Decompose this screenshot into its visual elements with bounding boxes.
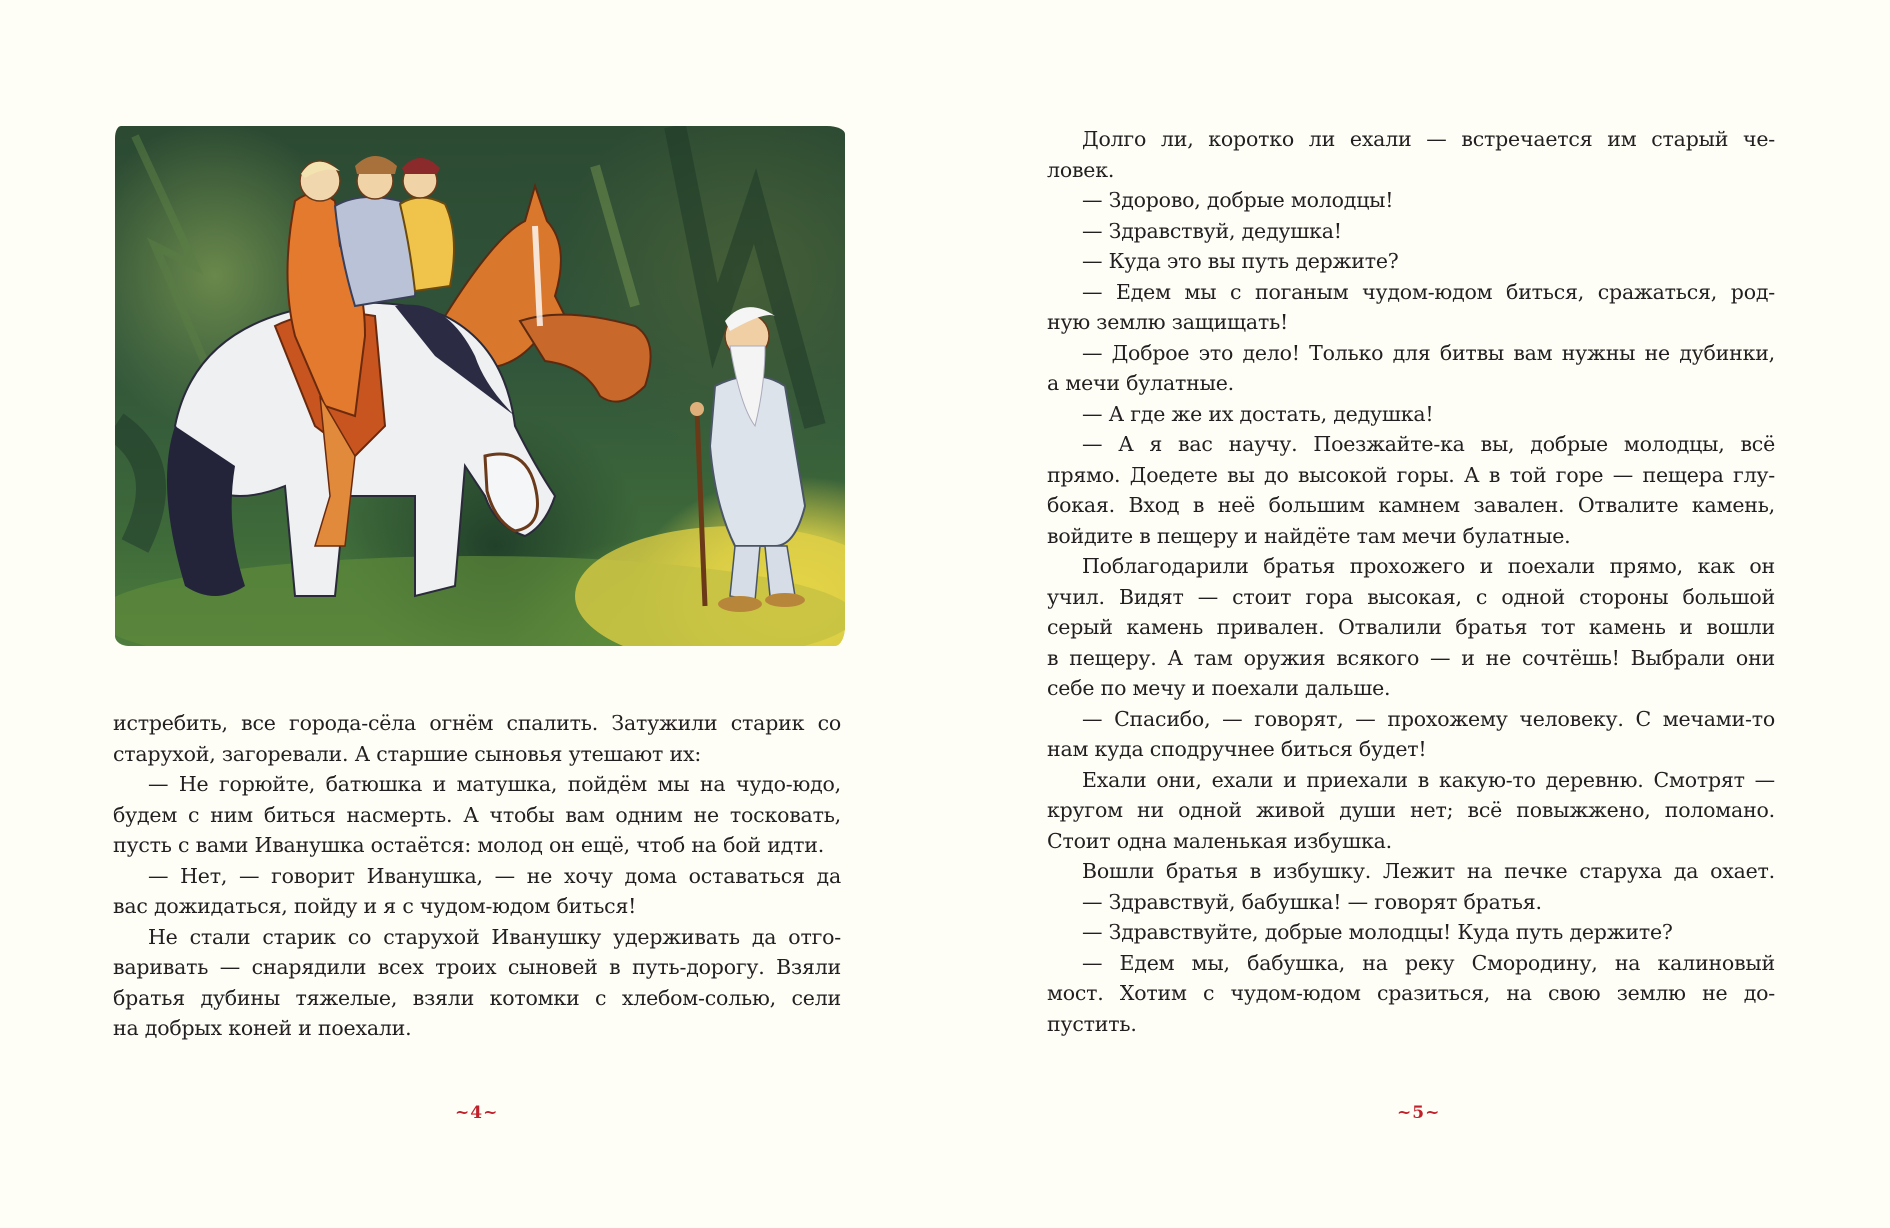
text-line: учил. Видят — стоит гора высокая, с одной стороны большой <box>1047 584 1775 609</box>
text-line: на добрых коней и поехали. <box>113 1016 412 1040</box>
text-line: кругом ни одной живой души нет; всё повыжжено, поломано. <box>1047 798 1775 822</box>
text-line: Поблагодарили братья прохожего и поехали прямо, как он <box>1082 554 1775 578</box>
text-line: будем с ним биться насмерть. А чтобы вам одним не тосковать, <box>113 802 841 827</box>
right-page-text <box>1047 124 1775 1039</box>
text-line: — Не горюйте, батюшка и матушка, пойдём мы на чудо-юдо, <box>148 772 841 796</box>
text-line: Стоит одна маленькая избушка. <box>1047 828 1392 853</box>
text-line: бокая. Вход в неё большим камнем завален. Отвалите камень, <box>1047 493 1775 517</box>
text-line: в пещеру. А там оружия всякого — и не сочтёшь! Выбрали они <box>1047 645 1775 670</box>
illustration-artwork <box>115 126 845 646</box>
story-illustration <box>115 126 845 646</box>
text-line: — А я вас научу. Поезжайте-ка вы, добрые молодцы, всё <box>1082 432 1775 456</box>
page-number-left: ~4~ <box>455 1103 499 1123</box>
text-line: ную землю защищать! <box>1047 310 1289 334</box>
text-line: войдите в пещеру и найдёте там мечи булатные. <box>1047 523 1571 548</box>
text-line: — Куда это вы путь держите? <box>1082 249 1399 273</box>
text-line: — Здравствуй, бабушка! — говорят братья. <box>1082 889 1542 914</box>
text-line: — Спасибо, — говорят, — прохожему человеку. С мечами-то <box>1082 706 1775 731</box>
page-number-right: ~5~ <box>1397 1103 1441 1123</box>
left-page-text <box>113 708 841 1044</box>
text-line: варивать — снарядили всех троих сыновей в путь-дорогу. Взяли <box>113 955 841 979</box>
text-line: а мечи булатные. <box>1047 371 1234 395</box>
text-line: нам куда сподручнее биться будет! <box>1047 737 1427 761</box>
text-line: братья дубины тяжелые, взяли котомки с хлебом-солью, сели <box>113 985 841 1010</box>
text-line: себе по мечу и поехали дальше. <box>1047 676 1391 700</box>
text-line: — Нет, — говорит Иванушка, — не хочу дома оставаться да <box>148 863 841 888</box>
text-line: — Здравствуйте, добрые молодцы! Куда путь держите? <box>1082 920 1673 944</box>
text-line: Долго ли, коротко ли ехали — встречается им старый че- <box>1082 127 1775 151</box>
text-line: пустить. <box>1047 1011 1137 1036</box>
text-line: прямо. Доедете вы до высокой горы. А в той горе — пещера глу- <box>1047 462 1775 487</box>
text-line: старухой, загоревали. А старшие сыновья утешают их: <box>113 741 702 766</box>
text-line: вас дожидаться, пойду и я с чудом-юдом биться! <box>113 894 637 918</box>
text-line: мост. Хотим с чудом-юдом сразиться, на свою землю не до- <box>1047 981 1775 1005</box>
text-line: ловек. <box>1047 157 1115 182</box>
text-line: Вошли братья в избушку. Лежит на печке старуха да охает. <box>1082 859 1775 883</box>
text-line: — Едем мы с поганым чудом-юдом биться, сражаться, род- <box>1082 279 1775 304</box>
text-line: — Здорово, добрые молодцы! <box>1082 188 1394 212</box>
text-line: — Едем мы, бабушка, на реку Смородину, на калиновый <box>1082 950 1775 975</box>
right-page <box>945 0 1890 1228</box>
text-line: — Доброе это дело! Только для битвы вам нужны не дубинки, <box>1082 340 1775 365</box>
text-line: истребить, все города-сёла огнём спалить. Затужили старик со <box>113 711 841 735</box>
text-line: — Здравствуй, дедушка! <box>1082 218 1342 243</box>
text-line: серый камень привален. Отвалили братья тот камень и вошли <box>1047 615 1775 639</box>
text-line: — А где же их достать, дедушка! <box>1082 401 1434 426</box>
text-line: пусть с вами Иванушка остаётся: молод он ещё, чтоб на бой идти. <box>113 833 825 857</box>
text-line: Ехали они, ехали и приехали в какую-то деревню. Смотрят — <box>1082 767 1775 792</box>
text-line: Не стали старик со старухой Иванушку удерживать да отго- <box>148 924 841 949</box>
